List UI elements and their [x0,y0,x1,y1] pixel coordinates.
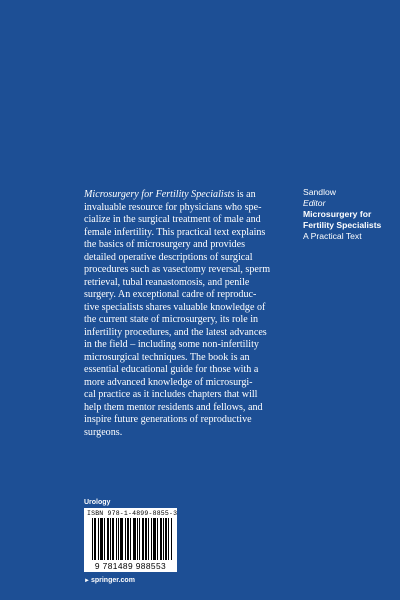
blurb-line: retrieval, tubal reanastomosis, and penile [84,276,250,288]
book-title-line-2: Fertility Specialists [303,220,382,230]
subject-category: Urology [84,499,111,506]
blurb-line: tive specialists shares valuable knowledge of [84,301,266,313]
blurb-line: help them mentor residents and fellows, and [84,401,263,413]
blurb-line: female infertility. This practical text explains [84,226,266,238]
description-blurb [84,189,292,439]
blurb-line: more advanced knowledge of microsurgi- [84,376,253,388]
blurb-line: surgery. An exceptional cadre of reproduc- [84,289,257,300]
barcode-bars [92,518,172,560]
blurb-line: in the field – including some non-infertility [84,339,259,350]
book-info-panel [303,187,398,242]
blurb-line: inspire future generations of reproductive [84,414,252,425]
blurb-line: infertility procedures, and the latest advances [84,326,267,338]
blurb-line: detailed operative descriptions of surgical [84,251,253,263]
author-name: Sandlow [303,187,336,197]
blurb-line: microsurgical techniques. The book is an [84,351,250,363]
blurb-line: the basics of microsurgery and provides [84,239,245,250]
blurb-book-title: Microsurgery for Fertility Specialists [84,189,235,200]
blurb-line: cialize in the surgical treatment of male and [84,214,261,225]
blurb-line: surgeons. [84,426,123,438]
barcode [84,508,177,572]
author-role: Editor [303,198,326,208]
blurb-line: invaluable resource for physicians who spe- [84,201,262,213]
blurb-line: the current state of microsurgery, its role in [84,314,259,325]
ean-digits: 9 781489 988553 [94,561,167,571]
blurb-line: procedures such as vasectomy reversal, sperm [84,264,271,275]
arrow-icon: ► [84,578,90,584]
publisher-link[interactable] [84,577,135,584]
blurb-line: is an [234,189,256,200]
blurb-line: cal practice as it includes chapters that will [84,389,258,400]
blurb-line: essential educational guide for those with a [84,364,259,375]
isbn-text: ISBN 978-1-4899-8855-3 [87,510,178,517]
book-title-line-1: Microsurgery for [303,209,372,219]
publisher-url: springer.com [90,577,135,584]
book-subtitle: A Practical Text [303,231,362,241]
